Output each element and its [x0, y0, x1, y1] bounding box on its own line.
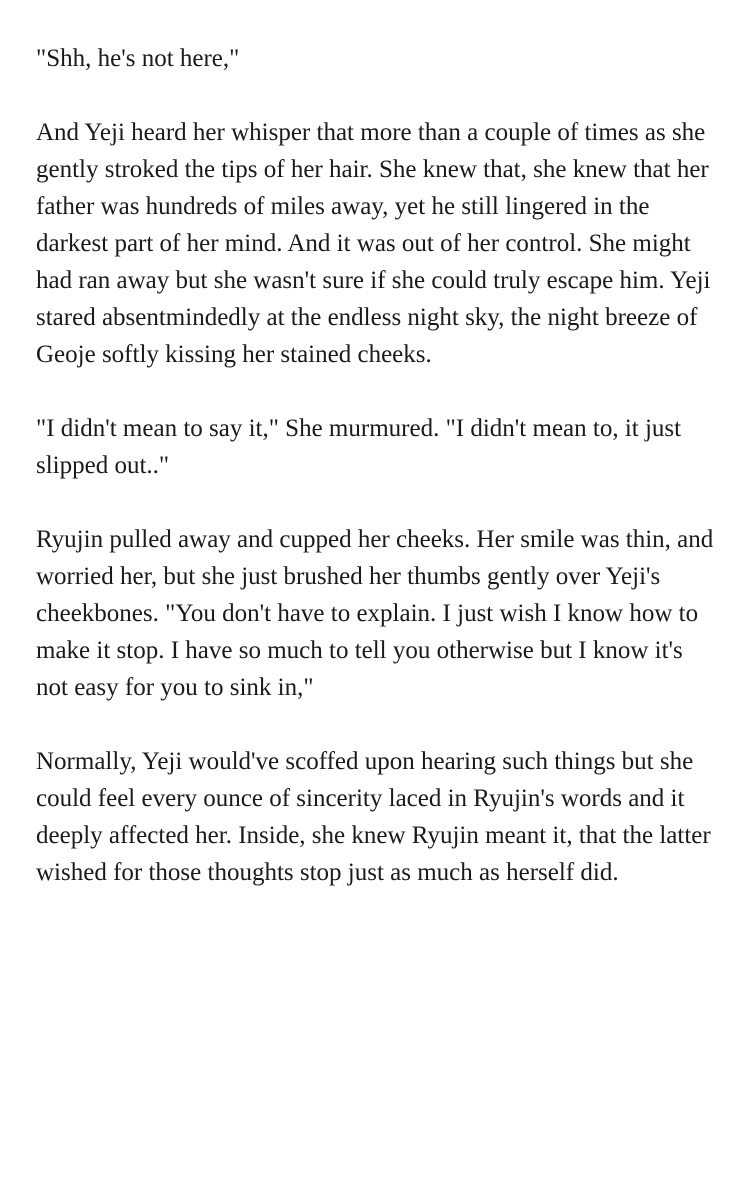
paragraph-1: "Shh, he's not here,": [36, 45, 240, 72]
paragraph-4: Ryujin pulled away and cupped her cheeks. Her smile was thin, and worried her, but she just brushed her thumbs gently over Yeji's cheekbones. "You don't have to explain. I just wish I know how to make it stop. I have so much to tell you otherwise but I know it's not easy for you to sink in,": [36, 526, 714, 701]
paragraph-3: "I didn't mean to say it," She murmured. "I didn't mean to, it just slipped out..": [36, 415, 682, 479]
paragraph-2: And Yeji heard her whisper that more than a couple of times as she gently stroked the tips of her hair. She knew that, she knew that her father was hundreds of miles away, yet he still lingered in the darkest part of her mind. And it was out of her control. She might had ran away but she wasn't sure if she could truly escape him. Yeji stared absentmindedly at the endless night sky, the night breeze of Geoje softly kissing her stained cheeks.: [36, 119, 711, 368]
story-text: [36, 40, 716, 891]
paragraph-5: Normally, Yeji would've scoffed upon hearing such things but she could feel every ounce of sincerity laced in Ryujin's words and it deeply affected her. Inside, she knew Ryujin meant it, that the latter wished for those thoughts stop just as much as herself did.: [36, 748, 711, 886]
